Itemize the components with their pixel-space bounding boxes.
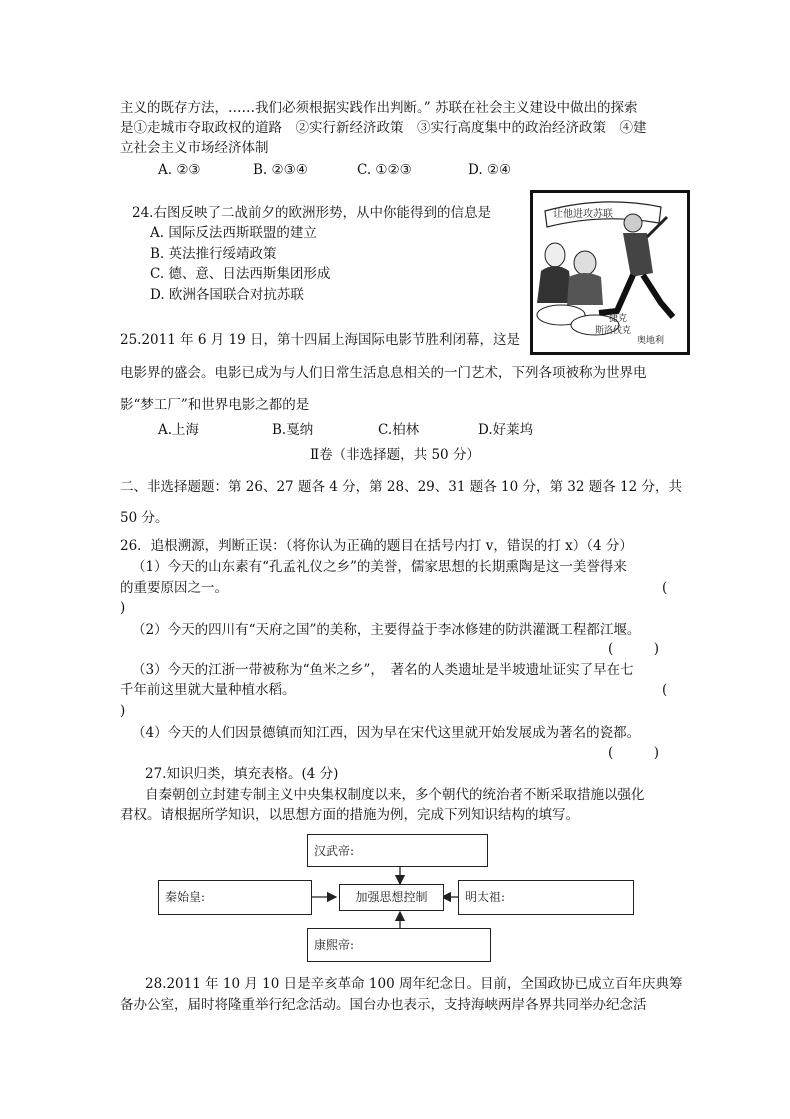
- q26-stem: 26．追根溯源，判断正误：（将你认为正确的题目在括号内打 v，错误的打 x）（4 分）: [120, 538, 633, 554]
- cartoon-caption-austria: 奥地利: [637, 335, 665, 345]
- q26-item-2-paren[interactable]: ( ): [608, 641, 660, 657]
- q23-option-c: C. ①②③: [357, 162, 412, 178]
- q25-line2: 电影界的盛会。电影已成为与人们日常生活息息相关的一门艺术，下列各项被称为世界电: [120, 365, 647, 381]
- q26-item-1: （1）今天的山东素有“孔孟礼仪之乡”的美誉，儒家思想的长期熏陶是这一美誉得来: [132, 559, 627, 575]
- q23-line1: 主义的既存方法，……我们必须根据实践作出判断。” 苏联在社会主义建设中做出的探索: [120, 100, 638, 116]
- box-kangxi[interactable]: 康熙帝:: [307, 928, 491, 962]
- q24-option-a: A. 国际反法西斯联盟的建立: [150, 225, 317, 241]
- q25-option-a: A.上海: [158, 422, 200, 438]
- q26-item-1-paren-open: (: [662, 580, 668, 596]
- cartoon-caption-czech: 捷克: [609, 313, 628, 323]
- part2-title: Ⅱ卷（非选择题，共 50 分）: [310, 447, 480, 463]
- q27-line1: 自秦朝创立封建专制主义中央集权制度以来，多个朝代的统治者不断采取措施以强化: [145, 787, 645, 803]
- box-han-wudi[interactable]: 汉武帝:: [307, 834, 488, 867]
- q25-option-d: D.好莱坞: [478, 422, 534, 438]
- q26-item-3-paren-close: ): [120, 703, 126, 719]
- q25-line3: 影“梦工厂”和世界电影之都的是: [120, 397, 310, 413]
- q27-line2: 君权。请根据所学知识，以思想方面的措施为例，完成下列知识结构的填写。: [120, 807, 579, 823]
- q25-line1: 25.2011 年 6 月 19 日，第十四届上海国际电影节胜利闭幕，这是: [120, 332, 521, 348]
- part2-instructions-line2: 50 分。: [120, 510, 169, 526]
- q28-line2: 备办公室，届时将隆重举行纪念活动。国台办也表示，支持海峡两岸各界共同举办纪念活: [120, 997, 647, 1013]
- box-center-ideology: 加强思想控制: [339, 884, 444, 911]
- q26-item-4-paren[interactable]: ( ): [608, 745, 660, 761]
- q26-item-2: （2）今天的四川有“天府之国”的美称，主要得益于李冰修建的防洪灌溉工程都江堰。: [132, 622, 641, 638]
- box-qin-shihuang[interactable]: 秦始皇:: [158, 880, 312, 915]
- q23-option-a: A. ②③: [158, 162, 201, 178]
- q24-stem: 24.右图反映了二战前夕的欧洲形势，从中你能得到的信息是: [132, 205, 491, 221]
- part2-instructions-line1: 二、非选择题题：第 26、27 题各 4 分，第 28、29、31 题各 10 分，第 32 题各 12 分，共: [120, 479, 683, 495]
- q26-item-1-paren-close: ): [120, 600, 126, 616]
- q26-item-4: （4）今天的人们因景德镇而知江西，因为早在宋代这里就开始发展成为著名的瓷都。: [132, 725, 641, 741]
- box-ming-taizu[interactable]: 明太祖:: [458, 880, 634, 915]
- q28-line1: 28.2011 年 10 月 10 日是辛亥革命 100 周年纪念日。目前，全国政协已成立百年庆典筹: [145, 976, 683, 992]
- q23-line3: 立社会主义市场经济体制: [120, 140, 269, 156]
- cartoon-caption-top: 让他进攻苏联: [553, 209, 613, 220]
- q25-option-b: B.戛纳: [272, 422, 314, 438]
- q26-item-1-cont: 的重要原因之一。: [120, 580, 228, 596]
- q24-option-d: D. 欧洲各国联合对抗苏联: [150, 287, 304, 303]
- q24-option-b: B. 英法推行绥靖政策: [150, 246, 277, 262]
- q25-option-c: C.柏林: [378, 422, 420, 438]
- q26-item-3-cont: 千年前这里就大量种植水稻。: [120, 682, 296, 698]
- q26-item-3-paren-open: (: [662, 682, 668, 698]
- q23-option-d: D. ②④: [468, 162, 512, 178]
- q24-option-c: C. 德、意、日法西斯集团形成: [150, 266, 331, 282]
- cartoon-caption-slovakia: 斯洛伐克: [595, 325, 632, 335]
- q26-item-3: （3）今天的江浙一带被称为“鱼米之乡”， 著名的人类遗址是半坡遗址证实了早在七: [132, 662, 634, 678]
- q23-line2: 是①走城市夺取政权的道路 ②实行新经济政策 ③实行高度集中的政治经济政策 ④建: [120, 120, 647, 136]
- q27-stem: 27.知识归类，填充表格。(4 分): [145, 766, 339, 782]
- q23-option-b: B. ②③④: [253, 162, 308, 178]
